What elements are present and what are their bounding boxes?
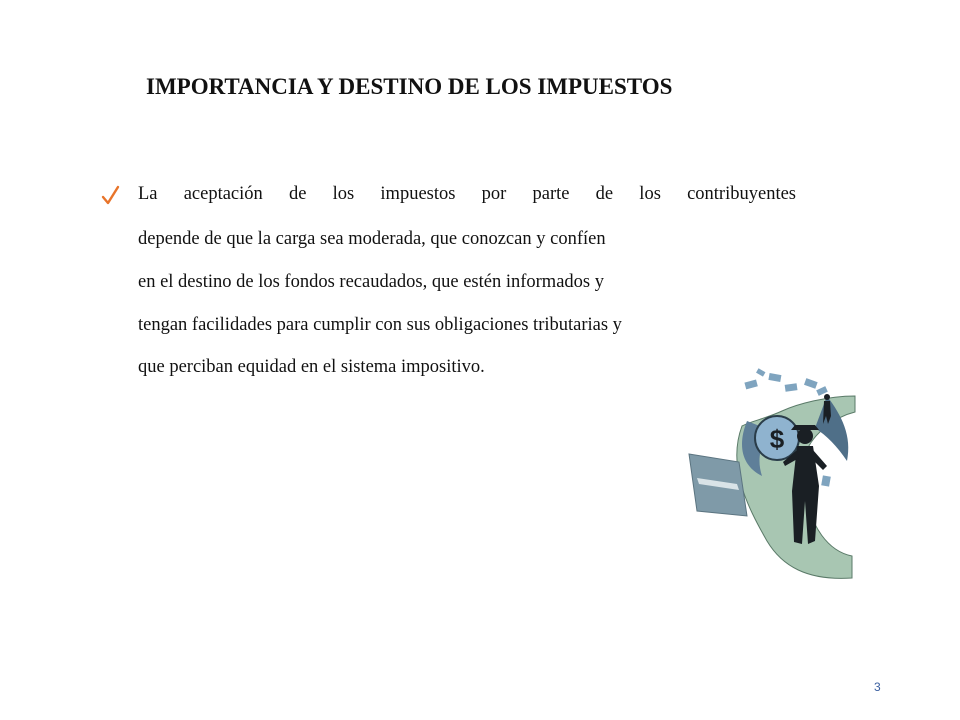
check-mark-icon	[101, 184, 121, 208]
bullet-line-1: La aceptación de los impuestos por parte de los contribuyentes	[138, 184, 796, 204]
svg-text:$: $	[769, 424, 785, 454]
bullet-line-5: que perciban equidad en el sistema impositivo.	[138, 357, 485, 377]
bullet-line-4: tengan facilidades para cumplir con sus obligaciones tributarias y	[138, 315, 622, 335]
bullet-line-2: depende de que la carga sea moderada, que conozcan y confíen	[138, 229, 606, 249]
page-number: 3	[874, 680, 881, 694]
money-man-clipart-icon	[687, 366, 857, 584]
slide-title: IMPORTANCIA Y DESTINO DE LOS IMPUESTOS	[146, 74, 673, 99]
bullet-line-3: en el destino de los fondos recaudados, que estén informados y	[138, 272, 604, 292]
